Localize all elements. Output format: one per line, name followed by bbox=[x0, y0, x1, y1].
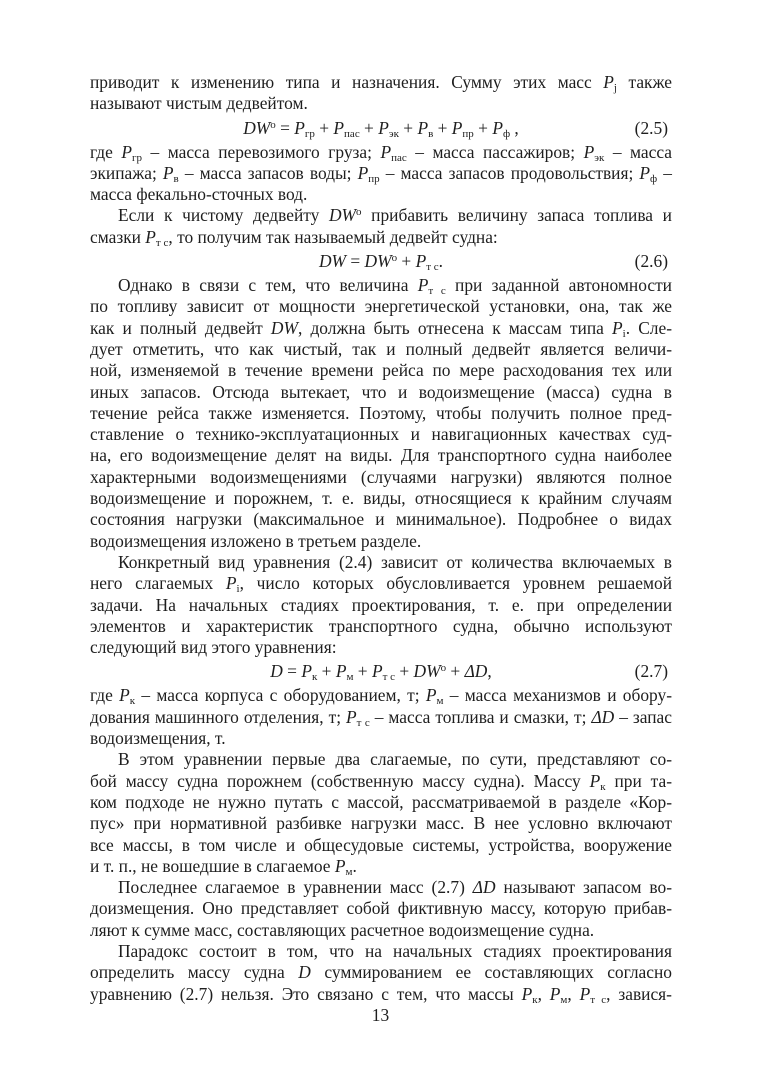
subscript: i bbox=[236, 583, 240, 596]
superscript: о bbox=[440, 662, 447, 675]
text-run: – масса запасов продовольствия; bbox=[379, 162, 640, 183]
text-line bbox=[90, 382, 672, 403]
math-variable bbox=[119, 685, 136, 708]
math-variable bbox=[298, 962, 311, 982]
text-run: + bbox=[398, 117, 418, 138]
math-variable bbox=[371, 661, 396, 684]
variable-symbol: P bbox=[417, 275, 429, 296]
text-run: него слагаемых bbox=[90, 573, 226, 594]
math-variable bbox=[417, 275, 446, 298]
text-run: иных запасов. Отсюда вытекает, что и водоизмещение (масса) судна в bbox=[90, 381, 672, 402]
variable-symbol: DW bbox=[270, 317, 298, 338]
text-run: называют чистым дедвейтом. bbox=[90, 93, 308, 114]
text-line bbox=[90, 856, 672, 877]
text-run: ставление о технико-эксплуатационных и навигационных качествах суд- bbox=[90, 424, 672, 445]
text-line bbox=[90, 360, 672, 381]
math-variable bbox=[335, 661, 354, 684]
subscript: ф bbox=[502, 127, 511, 140]
text-run: где bbox=[90, 685, 120, 706]
equation bbox=[90, 115, 672, 142]
subscript: эк bbox=[594, 151, 605, 164]
text-run: доизмещения. Оно представляет собой фиктивную массу, которую прибав- bbox=[90, 898, 672, 919]
subscript: т с bbox=[426, 261, 439, 274]
text-line bbox=[90, 424, 672, 445]
text-run: + bbox=[395, 661, 414, 682]
text-line bbox=[90, 163, 672, 184]
variable-symbol: P bbox=[225, 573, 237, 594]
text-run: + bbox=[446, 661, 465, 682]
text-line bbox=[90, 835, 672, 856]
text-line bbox=[90, 142, 672, 163]
text-line bbox=[90, 877, 672, 898]
subscript: м bbox=[345, 865, 353, 878]
variable-symbol: P bbox=[639, 162, 651, 183]
variable-symbol: DW bbox=[318, 251, 347, 272]
text-run: = bbox=[275, 117, 295, 138]
text-run: водоизмещения, т. bbox=[90, 728, 226, 749]
variable-symbol: P bbox=[294, 117, 305, 138]
math-variable bbox=[452, 118, 474, 138]
variable-symbol: DW bbox=[364, 251, 392, 272]
text-line bbox=[90, 941, 672, 962]
text-run: – масса запасов воды; bbox=[178, 162, 358, 183]
text-run: – bbox=[657, 162, 672, 183]
math-variable bbox=[550, 984, 568, 1004]
math-variable bbox=[584, 142, 605, 162]
text-run: – масса корпуса с оборудованием, т; bbox=[135, 685, 426, 706]
variable-symbol: P bbox=[121, 141, 132, 162]
subscript: т с bbox=[428, 285, 446, 298]
text-run: при та- bbox=[605, 770, 672, 791]
subscript: пас bbox=[344, 127, 360, 140]
math-variable bbox=[243, 118, 276, 138]
math-variable bbox=[492, 118, 510, 138]
variable-symbol: DW bbox=[243, 117, 271, 138]
text-run: приводит к изменению типа и назначения. Сумму этих масс bbox=[90, 72, 604, 92]
text-run: Конкретный вид уравнения (2.4) зависит от количества включаемых в bbox=[118, 551, 672, 572]
variable-symbol: DW bbox=[413, 661, 441, 682]
subscript: в bbox=[173, 172, 179, 185]
text-run: – запас bbox=[614, 706, 672, 727]
math-variable bbox=[333, 118, 359, 138]
text-run: экипажа; bbox=[90, 162, 163, 183]
subscript: т с bbox=[155, 236, 169, 249]
text-run: где bbox=[90, 141, 122, 162]
subscript: эк bbox=[388, 127, 399, 140]
variable-symbol: P bbox=[603, 72, 614, 92]
text-line bbox=[90, 685, 672, 706]
math-variable bbox=[580, 984, 607, 1004]
text-run: смазки bbox=[90, 226, 146, 247]
text-run: масса фекально-сточных вод. bbox=[90, 184, 308, 205]
text-run: ной, изменяемой в течение времени рейса по мере расходования тех или bbox=[90, 360, 672, 381]
math-variable bbox=[163, 163, 179, 183]
variable-symbol: P bbox=[145, 226, 156, 247]
math-variable bbox=[465, 661, 488, 681]
text-line bbox=[90, 509, 672, 530]
variable-symbol: D bbox=[298, 962, 311, 983]
variable-symbol: P bbox=[378, 117, 389, 138]
text-run: ком подходе не нужно путать с массой, рассматриваемой в разделе «Кор- bbox=[90, 791, 672, 812]
text-run: прибавить величину запаса топлива и bbox=[361, 205, 672, 226]
text-run: + bbox=[359, 117, 379, 138]
text-line bbox=[90, 531, 672, 552]
text-run: Если к чистому дедвейту bbox=[118, 205, 329, 226]
variable-symbol: P bbox=[583, 141, 595, 162]
variable-symbol: P bbox=[357, 162, 369, 183]
subscript: j bbox=[613, 82, 617, 94]
subscript: пас bbox=[391, 151, 407, 164]
text-run: также bbox=[616, 72, 672, 92]
math-variable bbox=[271, 318, 298, 338]
text-run: характерными водоизмещениями (случаями нагрузки) являются полное bbox=[90, 466, 672, 487]
variable-symbol: P bbox=[333, 117, 345, 138]
math-variable bbox=[346, 707, 370, 727]
variable-symbol: D bbox=[270, 661, 283, 682]
equation-number: (2.7) bbox=[634, 661, 668, 682]
variable-symbol: P bbox=[521, 983, 533, 1004]
text-run: , bbox=[567, 983, 580, 1004]
text-run: . bbox=[438, 251, 444, 272]
subscript: м bbox=[436, 695, 444, 708]
subscript: м bbox=[560, 993, 568, 1006]
text-run: Однако в связи с тем, что величина bbox=[118, 275, 418, 296]
text-line bbox=[90, 184, 672, 205]
variable-symbol: P bbox=[589, 770, 601, 791]
variable-symbol: P bbox=[425, 685, 437, 706]
text-line bbox=[90, 318, 672, 339]
math-variable bbox=[270, 661, 283, 681]
text-run: . bbox=[352, 855, 357, 876]
text-run: + bbox=[353, 661, 372, 682]
equation-number: (2.6) bbox=[634, 251, 668, 272]
subscript: м bbox=[346, 671, 354, 684]
text-line bbox=[90, 962, 672, 983]
variable-symbol: P bbox=[119, 685, 130, 706]
text-run: Парадокс состоит в том, что на начальных стадиях проектирования bbox=[118, 940, 672, 961]
math-variable bbox=[603, 72, 617, 92]
equation bbox=[90, 248, 672, 275]
text-line bbox=[90, 898, 672, 919]
subscript: i bbox=[622, 327, 626, 340]
text-line bbox=[90, 749, 672, 770]
text-run: по топливу зависит от мощности энергетической установки, она, так же bbox=[90, 296, 672, 317]
math-variable bbox=[335, 856, 353, 876]
variable-symbol: P bbox=[162, 162, 174, 183]
text-line bbox=[90, 552, 672, 573]
text-run: – масса пассажиров; bbox=[406, 141, 584, 162]
math-variable bbox=[590, 771, 606, 791]
text-line bbox=[90, 813, 672, 834]
subscript: к bbox=[600, 780, 606, 793]
variable-symbol: P bbox=[415, 251, 427, 272]
math-variable bbox=[591, 707, 614, 727]
text-run: при заданной автономности bbox=[445, 275, 672, 296]
text-run: как и полный дедвейт bbox=[90, 317, 271, 338]
subscript: т с bbox=[382, 671, 396, 684]
text-line bbox=[90, 488, 672, 509]
text-run: ляют к сумме масс, составляющих расчетное водоизмещение судна. bbox=[90, 919, 595, 940]
subscript: т с bbox=[356, 716, 370, 729]
text-run: = bbox=[346, 251, 365, 272]
math-variable bbox=[639, 163, 657, 183]
math-variable bbox=[425, 685, 444, 708]
variable-symbol: P bbox=[335, 661, 347, 682]
text-line bbox=[90, 707, 672, 728]
text-line bbox=[90, 595, 672, 616]
text-line bbox=[90, 296, 672, 317]
text-run: + bbox=[314, 117, 334, 138]
text-line bbox=[90, 339, 672, 360]
math-variable bbox=[225, 573, 240, 596]
text-line bbox=[90, 205, 672, 226]
variable-symbol: DW bbox=[328, 205, 357, 226]
variable-symbol: ΔD bbox=[464, 661, 488, 682]
variable-symbol: ΔD bbox=[472, 877, 496, 898]
subscript: гр bbox=[304, 127, 315, 140]
variable-symbol: P bbox=[346, 706, 357, 727]
text-run: дования машинного отделения, т; bbox=[90, 706, 347, 727]
text-run: – масса перевозимого груза; bbox=[142, 141, 381, 162]
math-variable bbox=[319, 251, 346, 271]
math-variable bbox=[522, 984, 538, 1004]
text-line bbox=[90, 616, 672, 637]
text-run: – масса топлива и смазки, т; bbox=[369, 706, 592, 727]
variable-symbol: P bbox=[334, 855, 346, 876]
text-run: + bbox=[433, 117, 452, 138]
subscript: пр bbox=[462, 127, 474, 140]
text-run: водоизмещения изложено в третьем разделе. bbox=[90, 530, 422, 551]
text-run: – масса механизмов и обору- bbox=[443, 685, 672, 706]
subscript: ф bbox=[650, 172, 658, 185]
subscript: т с bbox=[590, 993, 607, 1006]
math-variable bbox=[378, 118, 399, 138]
text-line bbox=[90, 573, 672, 594]
text-run: следующий вид этого уравнения: bbox=[90, 637, 337, 658]
text-run: . Сле- bbox=[625, 317, 672, 338]
text-run: , завися- bbox=[606, 983, 672, 1004]
text-run: В этом уравнении первые два слагаемые, по сути, представляют со- bbox=[118, 749, 672, 770]
text-run: определить массу судна bbox=[90, 962, 299, 983]
text-run: , то получим так называемый дедвейт судна: bbox=[168, 226, 498, 247]
math-variable bbox=[415, 251, 439, 274]
math-variable bbox=[417, 118, 433, 138]
text-run: + bbox=[317, 661, 336, 682]
text-line bbox=[90, 467, 672, 488]
math-variable bbox=[121, 142, 142, 162]
variable-symbol: P bbox=[612, 317, 623, 338]
subscript: к bbox=[532, 993, 538, 1006]
text-line bbox=[90, 227, 672, 248]
math-variable bbox=[145, 227, 168, 247]
text-line bbox=[90, 72, 672, 93]
math-variable bbox=[365, 251, 398, 271]
text-run: + bbox=[473, 117, 493, 138]
text-run: уравнению (2.7) нельзя. Это связано с тем, что массы bbox=[90, 983, 522, 1004]
text-line bbox=[90, 445, 672, 466]
math-variable bbox=[294, 118, 315, 138]
subscript: гр bbox=[131, 151, 142, 164]
text-run: , bbox=[487, 661, 492, 682]
equation-number: (2.5) bbox=[634, 117, 668, 138]
text-run: задачи. На начальных стадиях проектирования, т. е. при определении bbox=[90, 594, 672, 615]
superscript: о bbox=[391, 252, 398, 265]
text-run: и т. п., не вошедшие в слагаемое bbox=[90, 855, 335, 876]
text-line bbox=[90, 637, 672, 658]
text-run: пус» при нормативной разбивке нагрузки масс. В нее условно включают bbox=[90, 813, 672, 834]
math-variable bbox=[380, 142, 406, 162]
subscript: пр bbox=[368, 172, 380, 185]
math-variable bbox=[358, 163, 380, 183]
text-run: , должна быть отнесена к массам типа bbox=[297, 317, 613, 338]
variable-symbol: P bbox=[579, 983, 591, 1004]
variable-symbol: P bbox=[417, 117, 429, 138]
text-run: Последнее слагаемое в уравнении масс (2.7) bbox=[118, 877, 473, 898]
text-run: называют запасом во- bbox=[495, 877, 672, 898]
text-run: все массы, в том числе и общесудовые системы, устройства, вооружение bbox=[90, 834, 672, 855]
text-run: суммированием ее составляющих согласно bbox=[310, 962, 672, 983]
text-line bbox=[90, 403, 672, 424]
equation bbox=[90, 658, 672, 685]
variable-symbol: P bbox=[549, 983, 561, 1004]
text-line bbox=[90, 93, 672, 114]
variable-symbol: P bbox=[492, 117, 503, 138]
variable-symbol: P bbox=[301, 661, 312, 682]
math-variable bbox=[301, 661, 318, 684]
page-body-text bbox=[90, 72, 672, 1005]
text-run: , число которых обусловливается уровнем решаемой bbox=[239, 573, 672, 594]
superscript: о bbox=[270, 118, 276, 131]
text-run: + bbox=[397, 251, 416, 272]
text-run: дует отметить, что как чистый, так и полный дедвейт является величи- bbox=[90, 338, 672, 359]
math-variable bbox=[612, 318, 626, 338]
text-run: = bbox=[282, 661, 302, 682]
text-run: водоизмещение и порожнем, т. е. виды, относящиеся к крайним случаям bbox=[90, 488, 672, 509]
text-run: бой массу судна порожнем (собственную массу судна). Массу bbox=[90, 770, 590, 791]
text-run: элементов и характеристик транспортного судна, обычно используют bbox=[90, 615, 672, 636]
page-number: 13 bbox=[371, 1005, 390, 1025]
text-run: состояния нагрузки (максимальное и минимальное). Подробнее о видах bbox=[90, 509, 672, 530]
variable-symbol: ΔD bbox=[591, 706, 615, 727]
text-line bbox=[90, 275, 672, 296]
subscript: к bbox=[129, 695, 136, 708]
text-line bbox=[90, 792, 672, 813]
math-variable bbox=[473, 877, 496, 897]
math-variable bbox=[329, 205, 362, 225]
text-line bbox=[90, 771, 672, 792]
text-run: , bbox=[537, 983, 550, 1004]
text-run: течение рейса также изменяется. Поэтому, чтобы получить полное пред- bbox=[90, 402, 672, 423]
text-run: , bbox=[510, 117, 519, 138]
variable-symbol: P bbox=[380, 141, 392, 162]
subscript: в bbox=[428, 127, 434, 140]
superscript: о bbox=[356, 206, 362, 219]
text-line bbox=[90, 728, 672, 749]
math-variable bbox=[414, 661, 447, 681]
text-run: на, его водоизмещение делят на виды. Для транспортного судна наиболее bbox=[90, 445, 672, 466]
variable-symbol: P bbox=[371, 661, 383, 682]
variable-symbol: P bbox=[451, 117, 463, 138]
text-line bbox=[90, 920, 672, 941]
subscript: к bbox=[311, 671, 318, 684]
text-line bbox=[90, 984, 672, 1005]
text-run: – масса bbox=[604, 141, 673, 162]
